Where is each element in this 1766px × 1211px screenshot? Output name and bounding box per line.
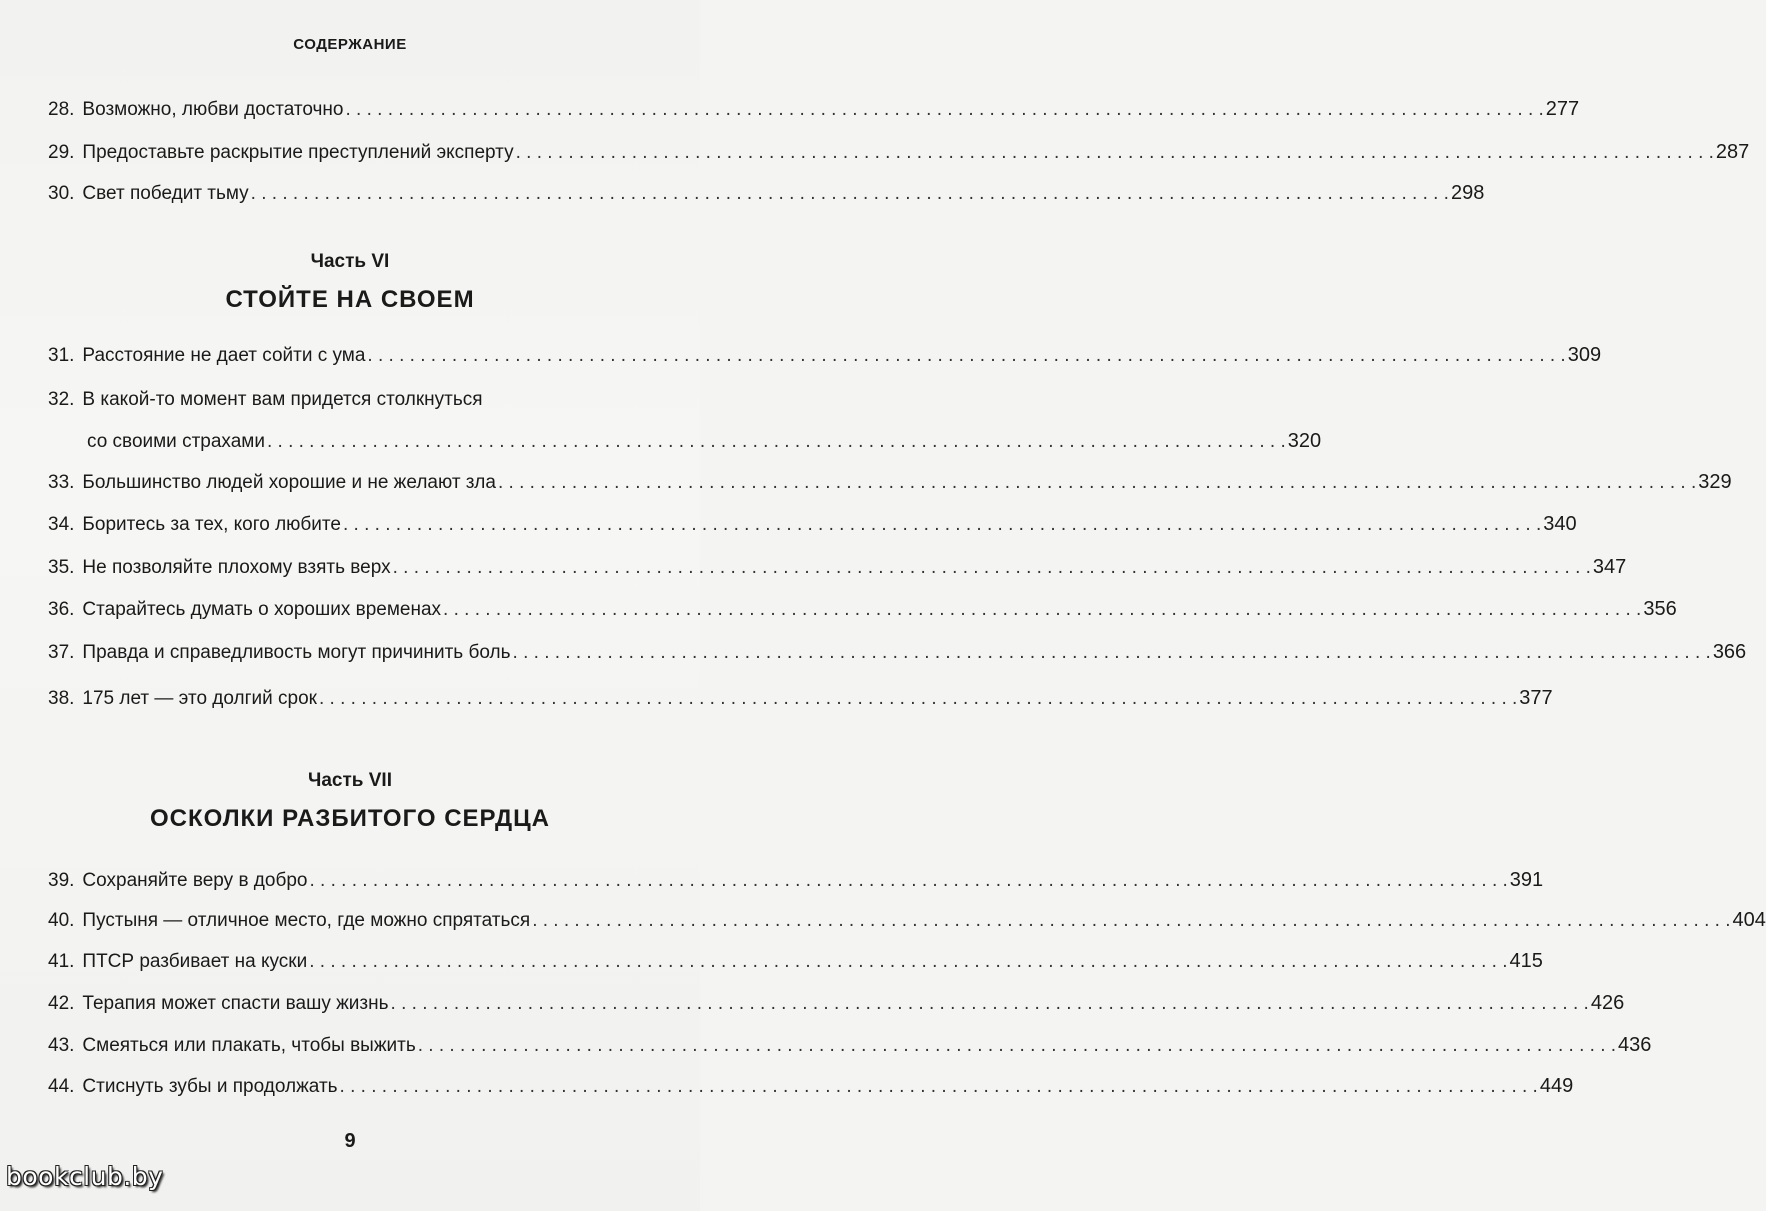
entry-title: Старайтесь думать о хороших временах [82, 599, 442, 620]
entry-number: 41. [48, 951, 75, 972]
entry-title: Расстояние не дает сойти с ума [82, 345, 366, 366]
dot-leader [309, 950, 1507, 974]
entry-page: 415 [1509, 950, 1543, 972]
entry-page: 436 [1618, 1034, 1652, 1056]
entry-title: Стиснуть зубы и продолжать [82, 1076, 338, 1097]
dot-leader [391, 992, 1589, 1016]
entry-number: 42. [48, 993, 75, 1014]
entry-number: 30. [48, 183, 75, 204]
entry-number: 43. [48, 1035, 75, 1056]
toc-entry [48, 512, 1577, 537]
toc-entry [48, 555, 1627, 580]
entry-number: 35. [48, 557, 75, 578]
part-label: Часть VII [308, 770, 392, 791]
entry-page: 426 [1590, 992, 1625, 1014]
entry-page: 356 [1643, 598, 1677, 620]
entry-number: 33. [48, 472, 75, 493]
entry-title: Правда и справедливость могут причинить боль [82, 642, 511, 663]
toc-entry [48, 949, 1543, 974]
toc-entry [48, 640, 1747, 665]
dot-leader [393, 556, 1591, 580]
toc-entry [48, 181, 1485, 206]
entry-title: Смеяться или плакать, чтобы выжить [82, 1035, 416, 1056]
dot-leader [309, 869, 1507, 893]
dot-leader [516, 141, 1714, 165]
toc-entry [48, 868, 1544, 893]
entry-number: 32. [48, 389, 75, 410]
entry-number: 28. [48, 99, 75, 120]
entry-page: 277 [1545, 98, 1580, 120]
toc-entry-multiline [48, 388, 1322, 454]
entry-page: 287 [1715, 141, 1750, 163]
toc-entry [48, 597, 1677, 622]
dot-leader [319, 687, 1517, 711]
dot-leader [513, 641, 1711, 665]
entry-number: 39. [48, 870, 75, 891]
entry-number: 37. [48, 642, 75, 663]
entry-title: Пустыня — отличное место, где можно спрятаться [82, 910, 531, 931]
entry-title: ПТСР разбивает на куски [82, 951, 308, 972]
running-head: СОДЕРЖАНИЕ [293, 36, 407, 53]
dot-leader [418, 1034, 1616, 1058]
toc-entry [48, 343, 1602, 368]
entry-page: 340 [1543, 513, 1577, 535]
toc-entry [48, 1033, 1652, 1058]
entry-page: 366 [1712, 641, 1747, 663]
dot-leader [340, 1075, 1538, 1099]
watermark: bookclub.by [6, 1162, 164, 1191]
entry-number: 38. [48, 688, 75, 709]
entry-title-line1: В какой-то момент вам придется столкнуться [82, 389, 483, 410]
toc-entry [48, 1074, 1574, 1099]
dot-leader [367, 344, 1565, 368]
entry-page: 449 [1539, 1075, 1574, 1097]
part-label: Часть VI [310, 251, 390, 272]
toc-entry [48, 140, 1750, 165]
entry-number: 31. [48, 345, 75, 366]
entry-number: 40. [48, 910, 75, 931]
entry-number: 34. [48, 514, 75, 535]
entry-title: Свет победит тьму [82, 183, 249, 204]
entry-page: 298 [1450, 182, 1485, 204]
toc-entry [48, 470, 1732, 495]
part-title: СТОЙТЕ НА СВОЕМ [225, 286, 475, 313]
entry-page: 377 [1519, 687, 1553, 709]
entry-title: Сохраняйте веру в добро [82, 870, 308, 891]
entry-title: Большинство людей хорошие и не желают зла [82, 472, 496, 493]
entry-title: Боритесь за тех, кого любите [82, 514, 341, 535]
entry-number: 36. [48, 599, 75, 620]
entry-page: 320 [1287, 430, 1322, 452]
page-number: 9 [344, 1130, 356, 1152]
entry-page: 391 [1509, 869, 1544, 891]
entry-title: Не позволяйте плохому взять верх [82, 557, 391, 578]
entry-number: 29. [48, 142, 75, 163]
toc-entry [48, 686, 1553, 711]
dot-leader [343, 513, 1541, 537]
toc-entry [48, 908, 1766, 933]
entry-title: Терапия может спасти вашу жизнь [82, 993, 389, 1014]
entry-title: 175 лет — это долгий срок [82, 688, 317, 709]
entry-page: 309 [1567, 344, 1602, 366]
part-title: ОСКОЛКИ РАЗБИТОГО СЕРДЦА [149, 805, 551, 832]
dot-leader [443, 598, 1641, 622]
entry-title-line2: со своими страхами [87, 431, 265, 452]
entry-page: 404 [1732, 909, 1766, 931]
toc-entry [48, 991, 1625, 1016]
dot-leader [267, 430, 1286, 454]
entry-page: 329 [1698, 471, 1732, 493]
entry-title: Предоставьте раскрытие преступлений эксперту [82, 142, 514, 163]
dot-leader [251, 182, 1449, 206]
dot-leader [498, 471, 1696, 495]
toc-entry [48, 97, 1580, 122]
entry-number: 44. [48, 1076, 75, 1097]
entry-page: 347 [1592, 556, 1627, 578]
entry-title: Возможно, любви достаточно [82, 99, 344, 120]
dot-leader [346, 98, 1544, 122]
dot-leader [532, 909, 1730, 933]
